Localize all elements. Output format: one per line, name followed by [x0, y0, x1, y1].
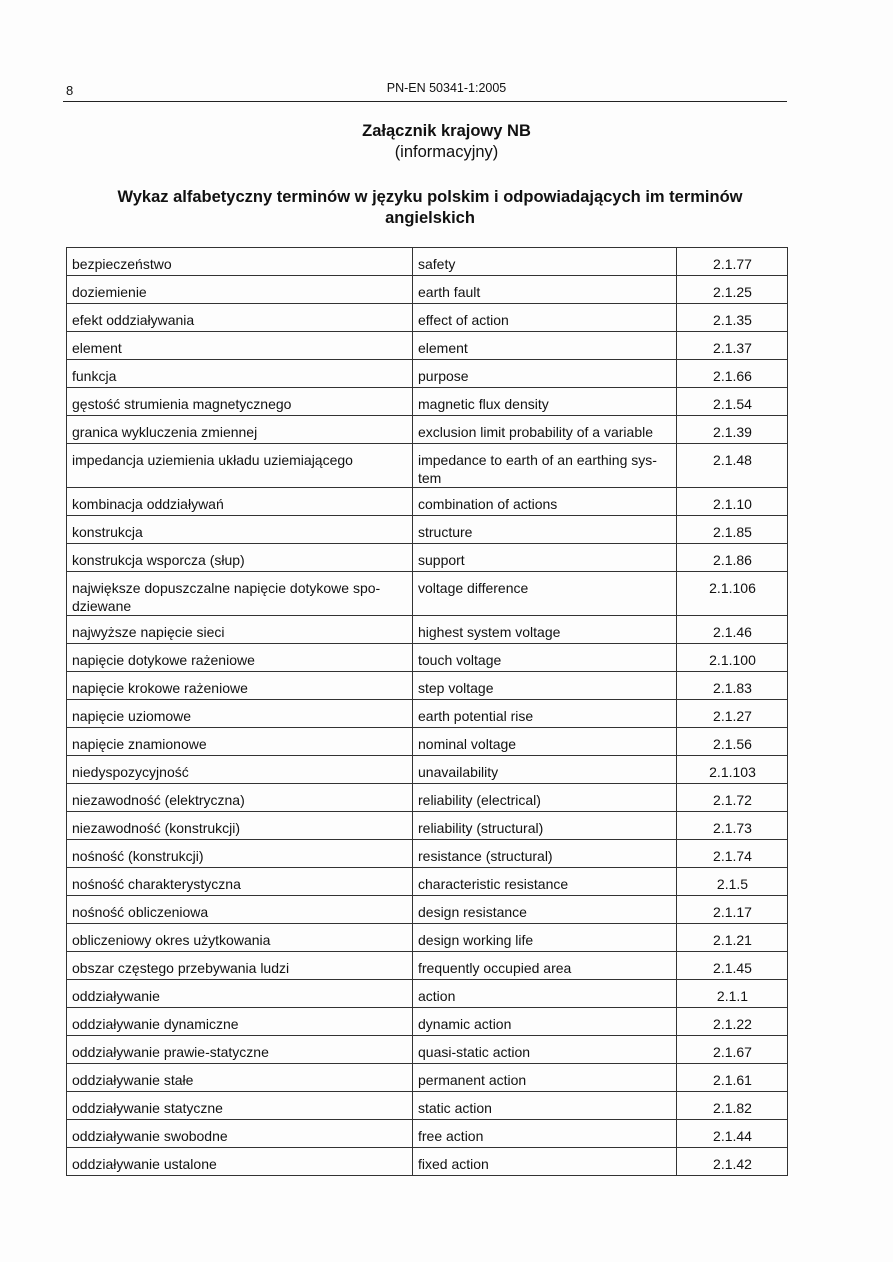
table-row	[67, 388, 788, 416]
table-row	[67, 416, 788, 444]
table-row	[67, 700, 788, 728]
clause-reference: 2.1.103	[677, 756, 788, 784]
polish-term: niezawodność (elektryczna)	[67, 784, 413, 812]
table-row	[67, 360, 788, 388]
english-term: quasi-static action	[413, 1036, 677, 1064]
table-row	[67, 896, 788, 924]
table-row	[67, 812, 788, 840]
english-term: static action	[413, 1092, 677, 1120]
clause-reference: 2.1.37	[677, 332, 788, 360]
table-row	[67, 868, 788, 896]
table-row	[67, 728, 788, 756]
english-term: dynamic action	[413, 1008, 677, 1036]
clause-reference: 2.1.22	[677, 1008, 788, 1036]
table-row	[67, 488, 788, 516]
clause-reference: 2.1.35	[677, 304, 788, 332]
polish-term: napięcie dotykowe rażeniowe	[67, 644, 413, 672]
english-term: safety	[413, 248, 677, 276]
table-row	[67, 980, 788, 1008]
polish-term: napięcie uziomowe	[67, 700, 413, 728]
english-term: support	[413, 544, 677, 572]
english-term: design working life	[413, 924, 677, 952]
polish-term: impedancja uziemienia układu uziemiającego	[67, 444, 413, 488]
clause-reference: 2.1.56	[677, 728, 788, 756]
clause-reference: 2.1.27	[677, 700, 788, 728]
polish-term: konstrukcja	[67, 516, 413, 544]
polish-term: bezpieczeństwo	[67, 248, 413, 276]
clause-reference: 2.1.45	[677, 952, 788, 980]
table-row	[67, 784, 788, 812]
table-row	[67, 332, 788, 360]
english-term: magnetic flux density	[413, 388, 677, 416]
english-term: reliability (electrical)	[413, 784, 677, 812]
polish-term: nośność (konstrukcji)	[67, 840, 413, 868]
table-row	[67, 952, 788, 980]
english-term: design resistance	[413, 896, 677, 924]
clause-reference: 2.1.61	[677, 1064, 788, 1092]
english-term: voltage difference	[413, 572, 677, 616]
polish-term: efekt oddziaływania	[67, 304, 413, 332]
polish-term: nośność charakterystyczna	[67, 868, 413, 896]
clause-reference: 2.1.5	[677, 868, 788, 896]
header-divider	[63, 101, 787, 102]
english-term: structure	[413, 516, 677, 544]
polish-term: obliczeniowy okres użytkowania	[67, 924, 413, 952]
clause-reference: 2.1.77	[677, 248, 788, 276]
english-term: resistance (structural)	[413, 840, 677, 868]
clause-reference: 2.1.17	[677, 896, 788, 924]
polish-term: niezawodność (konstrukcji)	[67, 812, 413, 840]
polish-term: niedyspozycyjność	[67, 756, 413, 784]
polish-term: kombinacja oddziaływań	[67, 488, 413, 516]
document-code: PN-EN 50341-1:2005	[386, 81, 507, 95]
clause-reference: 2.1.86	[677, 544, 788, 572]
table-row	[67, 672, 788, 700]
english-term: exclusion limit probability of a variable	[413, 416, 677, 444]
clause-reference: 2.1.1	[677, 980, 788, 1008]
english-term: element	[413, 332, 677, 360]
english-term: nominal voltage	[413, 728, 677, 756]
clause-reference: 2.1.21	[677, 924, 788, 952]
annex-subtitle: (informacyjny)	[394, 143, 499, 161]
english-term: permanent action	[413, 1064, 677, 1092]
polish-term: obszar częstego przebywania ludzi	[67, 952, 413, 980]
english-term: step voltage	[413, 672, 677, 700]
polish-term: oddziaływanie statyczne	[67, 1092, 413, 1120]
table-row	[67, 444, 788, 488]
english-term: combination of actions	[413, 488, 677, 516]
english-term: unavailability	[413, 756, 677, 784]
clause-reference: 2.1.74	[677, 840, 788, 868]
clause-reference: 2.1.10	[677, 488, 788, 516]
table-row	[67, 248, 788, 276]
polish-term: konstrukcja wsporcza (słup)	[67, 544, 413, 572]
table-row	[67, 304, 788, 332]
clause-reference: 2.1.46	[677, 616, 788, 644]
clause-reference: 2.1.72	[677, 784, 788, 812]
english-term: free action	[413, 1120, 677, 1148]
english-term: characteristic resistance	[413, 868, 677, 896]
polish-term: najwyższe napięcie sieci	[67, 616, 413, 644]
polish-term: element	[67, 332, 413, 360]
english-term: earth potential rise	[413, 700, 677, 728]
polish-term: funkcja	[67, 360, 413, 388]
english-term: fixed action	[413, 1148, 677, 1176]
table-row	[67, 1120, 788, 1148]
table-row	[67, 840, 788, 868]
clause-reference: 2.1.73	[677, 812, 788, 840]
english-term: impedance to earth of an earthing sys-tem	[413, 444, 677, 488]
polish-term: oddziaływanie stałe	[67, 1064, 413, 1092]
english-term: action	[413, 980, 677, 1008]
annex-title: Załącznik krajowy NB	[362, 122, 531, 140]
clause-reference: 2.1.25	[677, 276, 788, 304]
table-row	[67, 644, 788, 672]
polish-term: gęstość strumienia magnetycznego	[67, 388, 413, 416]
clause-reference: 2.1.66	[677, 360, 788, 388]
clause-reference: 2.1.67	[677, 1036, 788, 1064]
terms-table-body	[67, 248, 788, 1176]
polish-term: oddziaływanie prawie-statyczne	[67, 1036, 413, 1064]
english-term: reliability (structural)	[413, 812, 677, 840]
clause-reference: 2.1.44	[677, 1120, 788, 1148]
table-row	[67, 1064, 788, 1092]
page-number: 8	[66, 83, 74, 98]
table-row	[67, 756, 788, 784]
clause-reference: 2.1.82	[677, 1092, 788, 1120]
clause-reference: 2.1.85	[677, 516, 788, 544]
polish-term: doziemienie	[67, 276, 413, 304]
terms-table	[66, 247, 788, 1176]
english-term: frequently occupied area	[413, 952, 677, 980]
table-row	[67, 516, 788, 544]
clause-reference: 2.1.48	[677, 444, 788, 488]
list-title: Wykaz alfabetyczny terminów w języku polskim i odpowiadających im terminów angielskich	[117, 188, 743, 227]
english-term: highest system voltage	[413, 616, 677, 644]
english-term: purpose	[413, 360, 677, 388]
table-row	[67, 1008, 788, 1036]
table-row	[67, 276, 788, 304]
english-term: earth fault	[413, 276, 677, 304]
polish-term: napięcie krokowe rażeniowe	[67, 672, 413, 700]
clause-reference: 2.1.100	[677, 644, 788, 672]
table-row	[67, 924, 788, 952]
english-term: effect of action	[413, 304, 677, 332]
table-row	[67, 544, 788, 572]
table-row	[67, 1148, 788, 1176]
table-row	[67, 1036, 788, 1064]
polish-term: oddziaływanie swobodne	[67, 1120, 413, 1148]
polish-term: oddziaływanie	[67, 980, 413, 1008]
polish-term: nośność obliczeniowa	[67, 896, 413, 924]
polish-term: napięcie znamionowe	[67, 728, 413, 756]
table-row	[67, 1092, 788, 1120]
polish-term: oddziaływanie ustalone	[67, 1148, 413, 1176]
english-term: touch voltage	[413, 644, 677, 672]
table-row	[67, 572, 788, 616]
polish-term: największe dopuszczalne napięcie dotykowe spo-dziewane	[67, 572, 413, 616]
clause-reference: 2.1.106	[677, 572, 788, 616]
polish-term: oddziaływanie dynamiczne	[67, 1008, 413, 1036]
table-row	[67, 616, 788, 644]
clause-reference: 2.1.42	[677, 1148, 788, 1176]
clause-reference: 2.1.54	[677, 388, 788, 416]
clause-reference: 2.1.39	[677, 416, 788, 444]
clause-reference: 2.1.83	[677, 672, 788, 700]
polish-term: granica wykluczenia zmiennej	[67, 416, 413, 444]
